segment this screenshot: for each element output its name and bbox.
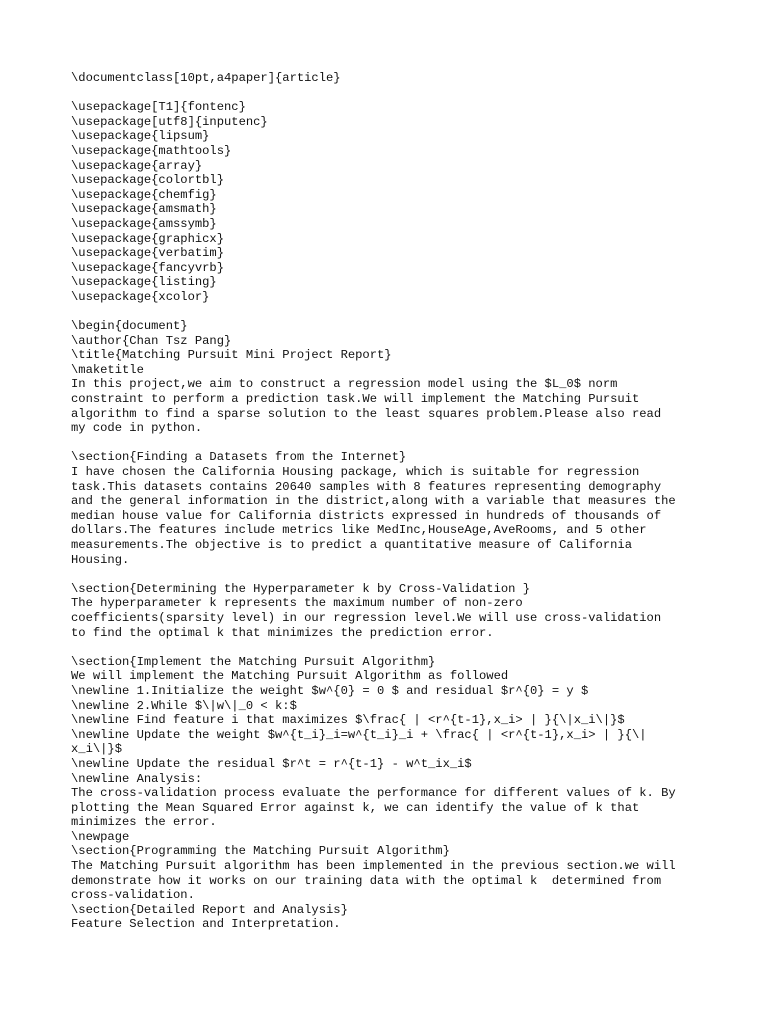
text-line: \usepackage{verbatim}: [71, 246, 224, 261]
text-line: \title{Matching Pursuit Mini Project Report}: [71, 348, 392, 363]
text-line: \section{Implement the Matching Pursuit Algorithm}: [71, 654, 436, 669]
text-line: constraint to perform a prediction task.We will implement the Matching Pursuit: [71, 392, 640, 407]
text-line: The cross-validation process evaluate the performance for different values of k. By: [71, 786, 676, 801]
text-line: Feature Selection and Interpretation.: [71, 917, 341, 932]
text-line: measurements.The objective is to predict a quantitative measure of California: [71, 538, 632, 552]
blank-line: [71, 640, 761, 655]
text-line: coefficients(sparsity level) in our regression level.We will use cross-validation: [71, 610, 662, 625]
blank-line: [71, 436, 761, 451]
text-line: \usepackage{array}: [71, 158, 203, 173]
text-line: In this project,we aim to construct a regression model using the $L_0$ norm: [71, 377, 618, 392]
text-line: demonstrate how it works on our training data with the optimal k determined from: [71, 873, 662, 888]
text-line: \usepackage{xcolor}: [71, 289, 210, 304]
text-line: \usepackage{fancyvrb}: [71, 260, 224, 275]
text-line: \section{Determining the Hyperparameter k by Cross-Validation }: [71, 581, 530, 596]
text-line: \usepackage{amsmath}: [71, 202, 217, 217]
text-line: The hyperparameter k represents the maximum number of non-zero: [71, 596, 523, 611]
text-line: algorithm to find a sparse solution to the least squares problem.Please also read: [71, 406, 662, 421]
latex-source-text: [71, 71, 761, 932]
text-line: my code in python.: [71, 421, 203, 436]
text-line: minimizes the error.: [71, 815, 217, 830]
text-line: x_i\|}$: [71, 742, 122, 757]
text-line: \author{Chan Tsz Pang}: [71, 333, 232, 348]
text-line: \newpage: [71, 829, 130, 844]
blank-line: [71, 567, 761, 582]
text-line: \newline 1.Initialize the weight $w^{0} = 0 $ and residual $r^{0} = y $: [71, 683, 589, 698]
text-line: \usepackage[utf8]{inputenc}: [71, 114, 268, 129]
text-line: \newline Update the residual $r^t = r^{t-1} - w^t_ix_i$: [71, 756, 472, 771]
text-line: \usepackage[T1]{fontenc}: [71, 100, 246, 115]
text-line: \usepackage{lipsum}: [71, 129, 210, 144]
blank-line: [71, 86, 761, 101]
text-line: and the general information in the district,along with a variable that measures the: [71, 494, 676, 509]
text-line: \begin{document}: [71, 319, 188, 334]
text-line: to find the optimal k that minimizes the prediction error.: [71, 625, 494, 640]
text-line: task.This datasets contains 20640 samples with 8 features representing demography: [71, 479, 662, 494]
text-line: \usepackage{chemfig}: [71, 187, 217, 202]
text-line: \newline Find feature i that maximizes $\frac{ | <r^{t-1},x_i> | }{\|x_i\|}$: [71, 713, 625, 728]
text-line: \section{Programming the Matching Pursuit Algorithm}: [71, 844, 450, 859]
text-line: \usepackage{graphicx}: [71, 231, 224, 246]
text-line: \usepackage{colortbl}: [71, 173, 224, 188]
text-line: median house value for California districts expressed in hundreds of thousands of: [71, 508, 662, 523]
text-line: \usepackage{amssymb}: [71, 216, 217, 231]
text-line: \usepackage{listing}: [71, 275, 217, 290]
text-line: \newline Update the weight $w^{t_i}_i=w^{t_i}_i + \frac{ | <r^{t-1},x_i> | }{\|: [71, 727, 647, 742]
text-line: plotting the Mean Squared Error against k, we can identify the value of k that: [71, 800, 640, 815]
text-line: \newline 2.While $\|w\|_0 < k:$: [71, 698, 297, 713]
text-line: I have chosen the California Housing package, which is suitable for regression: [71, 465, 640, 480]
text-line: Housing.: [71, 552, 130, 567]
text-line: \newline Analysis:: [71, 771, 203, 786]
text-line: \usepackage{mathtools}: [71, 143, 232, 158]
text-line: cross-validation.: [71, 888, 195, 903]
blank-line: [71, 305, 761, 320]
text-line: \maketitle: [71, 362, 144, 377]
text-line: \section{Detailed Report and Analysis}: [71, 902, 348, 917]
text-line: We will implement the Matching Pursuit Algorithm as followed: [71, 669, 509, 684]
text-line: The Matching Pursuit algorithm has been implemented in the previous section.we will: [71, 859, 676, 874]
text-line: dollars.The features include metrics like MedInc,HouseAge,AveRooms, and 5 other: [71, 523, 647, 538]
text-line: \documentclass[10pt,a4paper]{article}: [71, 71, 341, 85]
text-line: \section{Finding a Datasets from the Internet}: [71, 450, 407, 465]
